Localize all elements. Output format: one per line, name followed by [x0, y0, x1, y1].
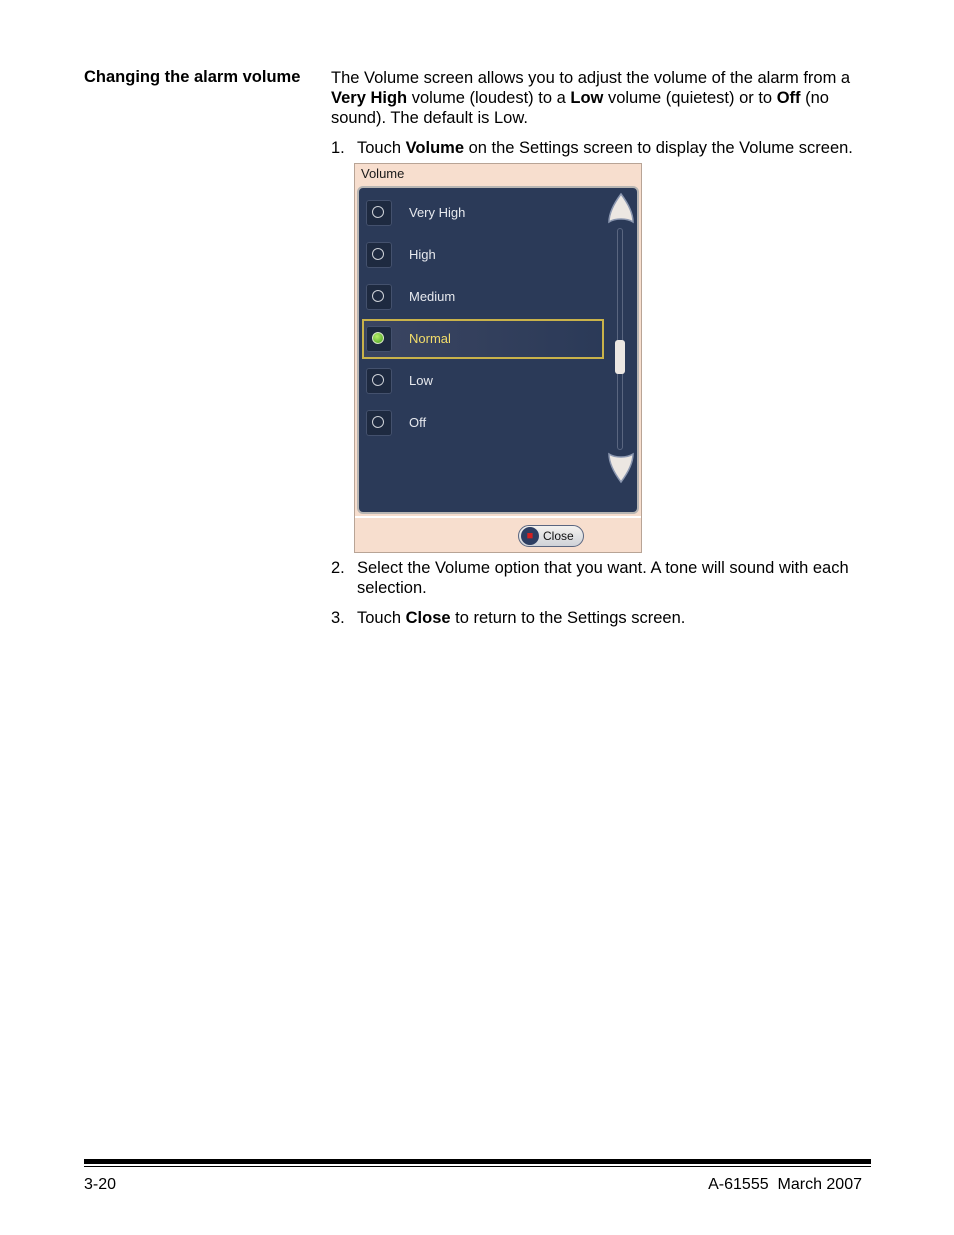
radio-ring-icon — [372, 374, 384, 386]
radio-button[interactable] — [366, 326, 392, 352]
step-2 — [331, 558, 876, 598]
page-number: 3-20 — [84, 1176, 117, 1193]
section-heading: Changing the alarm volume — [84, 68, 301, 86]
step-text: on the Settings screen to display the Volume screen. — [464, 139, 853, 157]
intro-text-4: (no sound). The default is Low. — [331, 89, 829, 127]
intro-bold-off: Off — [776, 89, 801, 107]
close-door-icon: ■ — [521, 527, 539, 545]
radio-button[interactable] — [366, 242, 392, 268]
step-bold: Close — [405, 609, 451, 627]
radio-button[interactable] — [366, 368, 392, 394]
footer-rule-thick — [84, 1159, 871, 1164]
option-label: Low — [409, 373, 433, 388]
footer-rule-thin — [84, 1166, 871, 1167]
option-label: Normal — [409, 331, 451, 346]
option-low[interactable] — [362, 361, 604, 401]
step-text: Touch — [357, 139, 406, 157]
radio-button[interactable] — [366, 200, 392, 226]
intro-bold-very-high: Very High — [331, 89, 408, 107]
intro-bold-low: Low — [570, 89, 604, 107]
option-medium[interactable] — [362, 277, 604, 317]
radio-button[interactable] — [366, 284, 392, 310]
radio-ring-icon — [372, 416, 384, 428]
option-very-high[interactable] — [362, 193, 604, 233]
step-text: Touch — [357, 609, 406, 627]
radio-button[interactable] — [366, 410, 392, 436]
option-label: High — [409, 247, 436, 262]
radio-ring-icon — [372, 248, 384, 260]
screen-footer — [355, 516, 641, 554]
radio-ring-icon — [372, 290, 384, 302]
intro-text-1: The Volume screen allows you to adjust the volume of the alarm from a — [331, 69, 851, 87]
scroll-up-shape — [607, 192, 635, 226]
document-id: A-61555 March 2007 — [708, 1176, 862, 1193]
option-off[interactable] — [362, 403, 604, 443]
step-bold: Volume — [405, 139, 464, 157]
option-normal-selected[interactable] — [362, 319, 604, 359]
radio-selected-icon — [372, 332, 384, 344]
option-label: Medium — [409, 289, 456, 304]
option-label: Off — [409, 415, 427, 430]
scrollbar-track[interactable] — [617, 228, 623, 450]
scroll-down-shape — [607, 450, 635, 484]
step-text: to return to the Settings screen. — [450, 609, 686, 627]
intro-paragraph — [331, 68, 876, 128]
intro-text-2: volume (loudest) to a — [407, 89, 571, 107]
option-label: Very High — [409, 205, 466, 220]
intro-text-3: volume (quietest) or to — [603, 89, 777, 107]
close-label: Close — [543, 529, 574, 543]
screen-title: Volume — [361, 166, 405, 181]
step-3 — [331, 608, 876, 628]
step-number: 1. — [331, 139, 345, 157]
step-text: Select the Volume option that you want. A tone will sound with each selection. — [357, 559, 849, 597]
scroll-up-arrow-icon[interactable] — [607, 192, 635, 226]
options-panel — [357, 186, 639, 514]
option-high[interactable] — [362, 235, 604, 275]
scrollbar-thumb[interactable] — [615, 340, 625, 374]
step-number: 2. — [331, 559, 345, 577]
scroll-down-arrow-icon[interactable] — [607, 450, 635, 484]
step-number: 3. — [331, 609, 345, 627]
close-button[interactable] — [518, 525, 584, 547]
step-1 — [331, 138, 876, 158]
volume-screen — [354, 163, 642, 553]
radio-ring-icon — [372, 206, 384, 218]
